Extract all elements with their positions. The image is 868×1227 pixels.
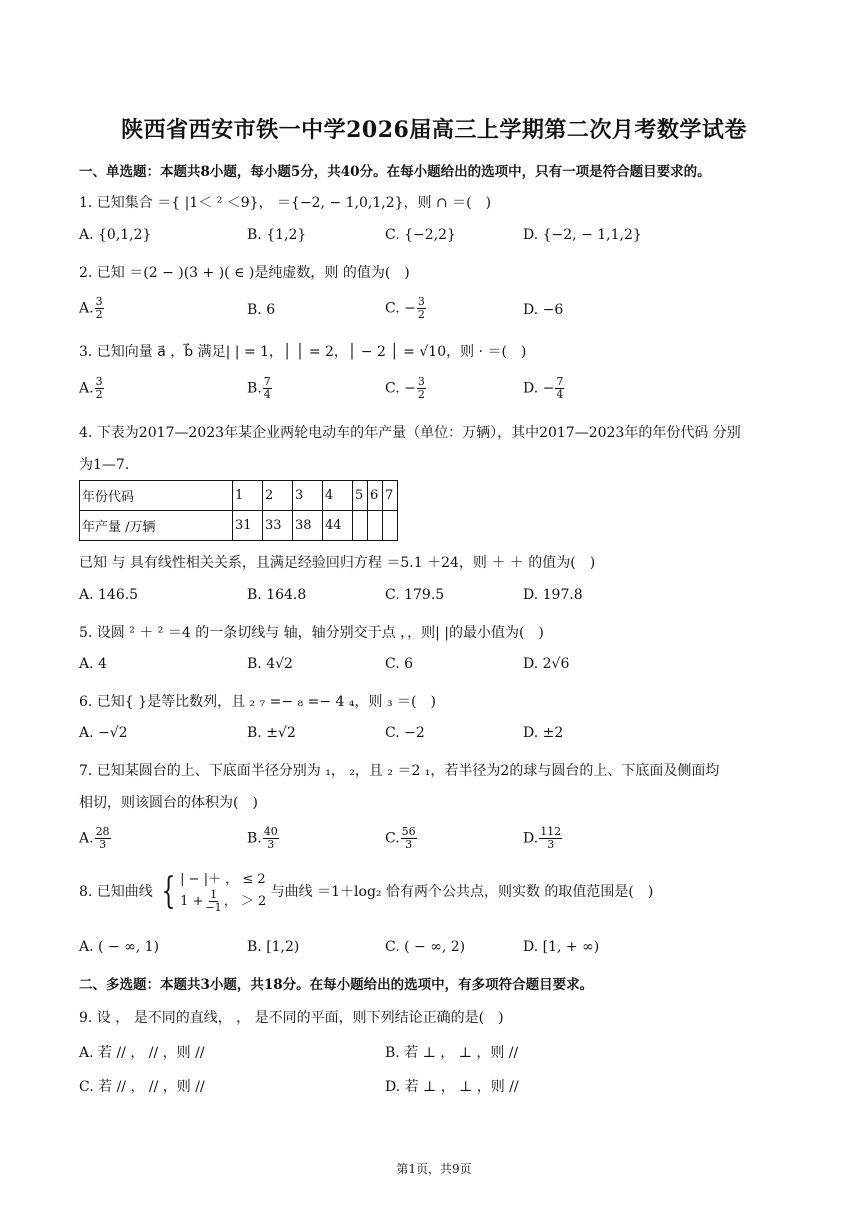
table-cell: 1: [233, 481, 263, 511]
table-cell: 44: [323, 511, 353, 541]
question-1-stem: 1. 已知集合 ＝{ |1＜ ² ＜9}， ＝{−2, − 1,0,1,2}，则 ∩ ＝( ): [79, 195, 492, 211]
q4-option-b: B. 164.8: [247, 587, 307, 603]
question-5-stem: 5. 设圆 ² ＋ ² ＝4 的一条切线与 轴，轴分别交于点 ，，则| |的最小值为( ): [79, 625, 544, 641]
q6-option-d: D. ±2: [523, 725, 564, 741]
section-single-choice-heading: 一、单选题：本题共8小题，每小题5分，共40分。在每小题给出的选项中，只有一项是符合题目要求的。: [79, 164, 711, 180]
question-7-stem-line1: 7. 已知某圆台的上、下底面半径分别为 ₁， ₂，且 ₂ ＝2 ₁，若半径为2的球与圆台的上、下底面及侧面均: [79, 763, 720, 779]
q7-option-d: D. $\frac{112}{3}$: [523, 825, 562, 851]
q3-option-a: A. $\frac{3}{2}$: [79, 375, 103, 401]
q3-option-b: B. $\frac{7}{4}$: [247, 375, 271, 401]
table-cell: 年产量 /万辆: [80, 511, 233, 541]
page-title: 陕西省西安市铁一中学2026届高三上学期第二次月考数学试卷: [121, 117, 747, 143]
q1-option-c: C. {−2,2}: [385, 227, 456, 243]
q8-option-c: C. ( − ∞, 2): [385, 939, 466, 955]
q9-option-a: A. 若 // ， // ，则 //: [79, 1045, 205, 1061]
table-cell: 年份代码: [80, 481, 233, 511]
q2-option-b: B. 6: [247, 302, 276, 318]
q1-option-b: B. {1,2}: [247, 227, 307, 243]
q9-option-c: C. 若 // ， // ，则 //: [79, 1079, 205, 1095]
q8-option-a: A. ( − ∞, 1): [79, 939, 160, 955]
table-cell: 3: [293, 481, 323, 511]
piecewise-cases: | − |＋ ， ≤ 2 1 + $\frac{1}{-1}$ ， ＞ 2: [180, 872, 267, 914]
q7-option-c: C. $\frac{56}{3}$: [385, 825, 416, 851]
q1-option-d: D. {−2, − 1,1,2}: [523, 227, 642, 243]
q9-option-d: D. 若 ⊥ ， ⊥ ，则 //: [385, 1079, 519, 1095]
table-row: [80, 511, 398, 541]
q4-option-a: A. 146.5: [79, 587, 139, 603]
table-cell: 7: [383, 481, 398, 511]
q5-option-a: A. 4: [79, 656, 107, 672]
table-cell: 4: [323, 481, 353, 511]
table-cell: 6: [368, 481, 383, 511]
q1-option-a: A. {0,1,2}: [79, 227, 152, 243]
q4-option-d: D. 197.8: [523, 587, 583, 603]
q2-option-d: D. −6: [523, 302, 564, 318]
page-footer: 第1页，共9页: [396, 1162, 472, 1176]
table-cell: [368, 511, 383, 541]
question-4-stem-line1: 4. 下表为2017—2023年某企业两轮电动车的年产量（单位：万辆），其中2017—2023年的年份代码 分别: [79, 425, 741, 441]
q3-option-c: C. − $\frac{3}{2}$: [385, 375, 425, 401]
table-cell: [353, 511, 368, 541]
piecewise-brace: {: [161, 871, 176, 912]
table-cell: 2: [263, 481, 293, 511]
question-2-stem: 2. 已知 ＝(2 − )(3 + )( ∈ )是纯虚数，则 的值为( ): [79, 265, 410, 281]
question-4-stem-line3: 已知 与 具有线性相关关系，且满足经验回归方程 ＝5.1 ＋24，则 ＋ ＋ 的值为( ): [79, 555, 596, 571]
q7-option-b: B. $\frac{40}{3}$: [247, 825, 278, 851]
question-6-stem: 6. 已知{ }是等比数列，且 ₂ ₇ =− ₈ =− 4 ₄，则 ₃ ＝( ): [79, 694, 436, 710]
section-multiple-choice-heading: 二、多选题：本题共3小题，共18分。在每小题给出的选项中，有多项符合题目要求。: [79, 977, 594, 993]
q2-option-a: A. $\frac{3}{2}$: [79, 295, 103, 321]
table-cell: 31: [233, 511, 263, 541]
question-4-stem-line2: 为1—7.: [79, 457, 130, 473]
q8-option-d: D. [1, + ∞): [523, 939, 600, 955]
q7-option-a: A. $\frac{28}{3}$: [79, 825, 110, 851]
q6-option-c: C. −2: [385, 725, 425, 741]
question-3-stem: 3. 已知向量 a⃗ ，b⃗ 满足| | = 1，│ │ = 2，│ − 2 │ = √10，则 · ＝( ): [79, 344, 527, 360]
q3-option-d: D. − $\frac{7}{4}$: [523, 375, 564, 401]
table-row: [80, 481, 398, 511]
q6-option-b: B. ±√2: [247, 725, 296, 741]
q4-option-c: C. 179.5: [385, 587, 445, 603]
question-7-stem-line2: 相切，则该圆台的体积为( ): [79, 795, 258, 811]
question-8-stem: 8. 已知曲线 { | − |＋ ， ≤ 2 1 + $\frac{1}{-1}$ ， ＞ 2 与曲线 ＝1＋log₂ 恰有两个公共点，则实数 的取值范围是( ): [79, 871, 654, 914]
q5-option-c: C. 6: [385, 656, 414, 672]
q9-option-b: B. 若 ⊥ ， ⊥ ，则 //: [385, 1045, 519, 1061]
table-cell: [383, 511, 398, 541]
q4-data-table: [79, 480, 398, 541]
table-cell: 38: [293, 511, 323, 541]
table-cell: 33: [263, 511, 293, 541]
table-cell: 5: [353, 481, 368, 511]
q8-option-b: B. [1,2): [247, 939, 300, 955]
q5-option-d: D. 2√6: [523, 656, 570, 672]
q2-option-c: C. − $\frac{3}{2}$: [385, 295, 425, 321]
question-9-stem: 9. 设 ， 是不同的直线， ， 是不同的平面，则下列结论正确的是( ): [79, 1010, 504, 1026]
q6-option-a: A. −√2: [79, 725, 128, 741]
q5-option-b: B. 4√2: [247, 656, 293, 672]
